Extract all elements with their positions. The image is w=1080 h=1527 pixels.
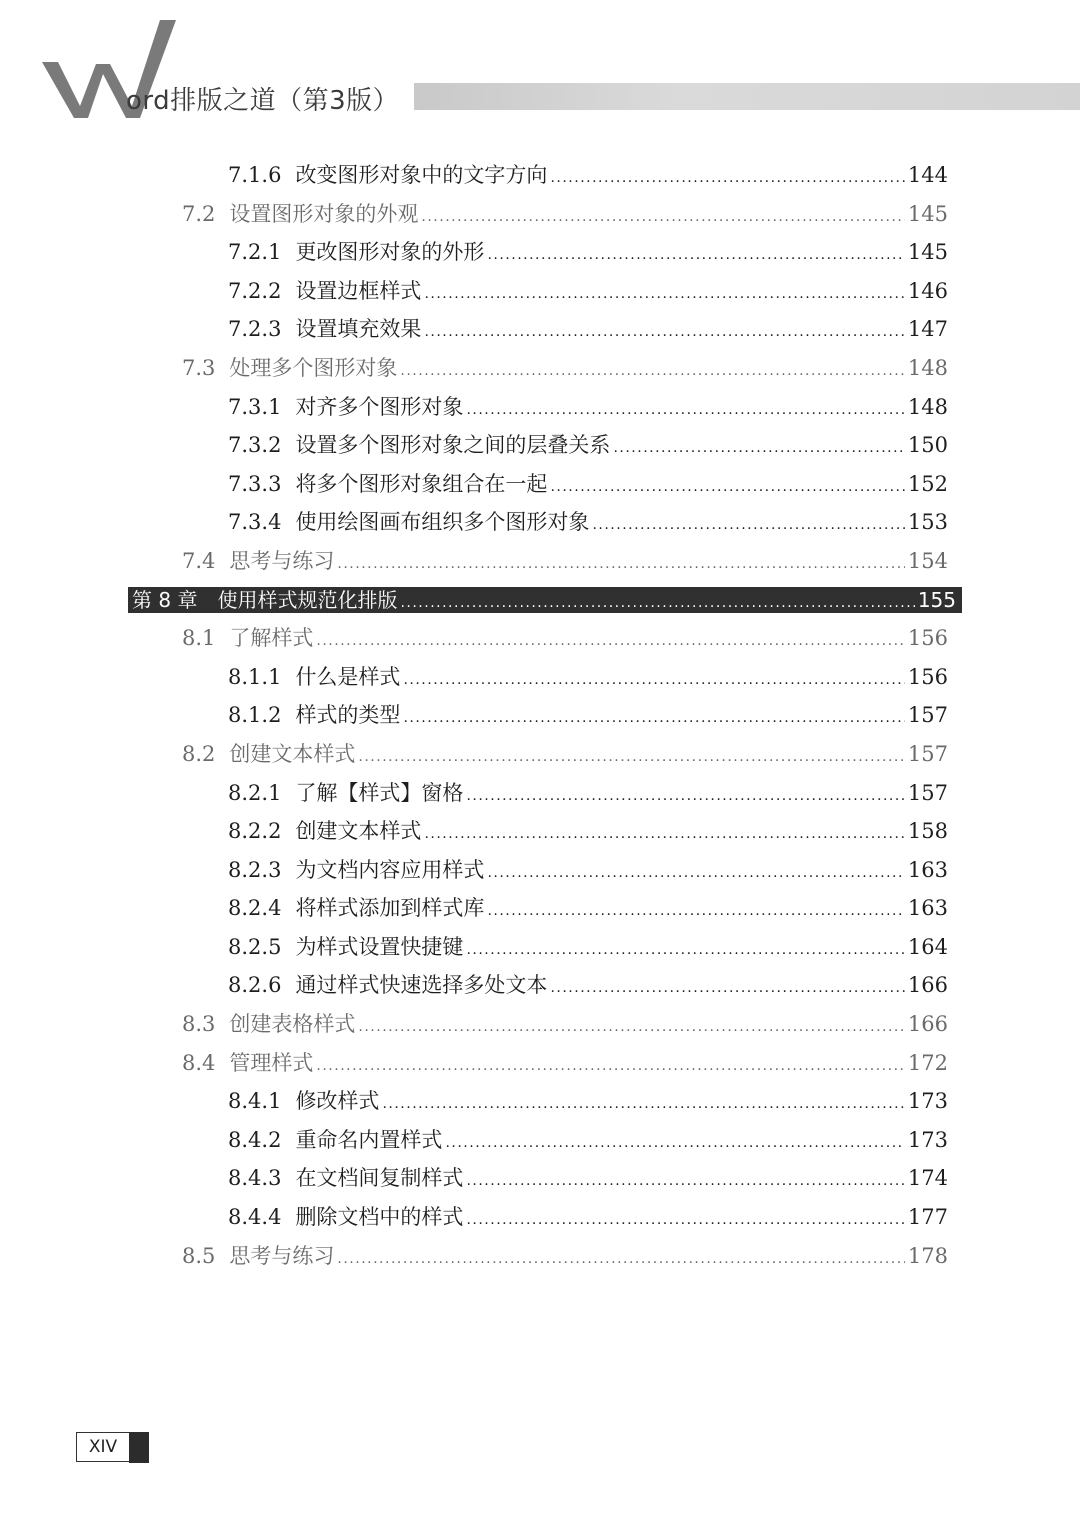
toc-dot-leader xyxy=(466,1162,904,1201)
toc-section-row xyxy=(0,195,1080,234)
toc-section-row xyxy=(0,735,1080,774)
toc-entry-page: 172 xyxy=(907,1050,948,1075)
toc-dot-leader xyxy=(487,892,904,931)
toc-subsection-row xyxy=(0,1082,1080,1121)
toc-entry-number: 7.2.2 xyxy=(228,278,282,303)
page-number-tab xyxy=(129,1432,149,1463)
toc-entry-page: 145 xyxy=(907,240,948,265)
toc-entry-number: 8.4.1 xyxy=(228,1089,282,1114)
toc-entry-page: 177 xyxy=(907,1205,948,1230)
page-number-box xyxy=(76,1432,148,1462)
toc-entry-number: 8.1 xyxy=(182,626,216,651)
toc-dot-leader xyxy=(466,391,904,430)
toc-dot-leader xyxy=(466,1201,904,1240)
header-band xyxy=(414,83,1080,110)
toc-entry-title: 样式的类型 xyxy=(295,703,401,728)
toc-entry-page: 145 xyxy=(907,201,948,226)
toc-entry-title: 在文档间复制样式 xyxy=(295,1166,464,1191)
toc-entry-page: 153 xyxy=(907,510,948,535)
toc-entry-number: 7.2.3 xyxy=(228,317,282,342)
toc-entry-page: 144 xyxy=(907,163,948,187)
toc-entry-number: 7.3.4 xyxy=(228,510,282,535)
toc-entry-page: 156 xyxy=(907,664,948,689)
toc-entry-title: 什么是样式 xyxy=(295,664,401,689)
toc-entry-number: 7.1.6 xyxy=(228,163,282,187)
toc-entry-number: 8.4.3 xyxy=(228,1166,282,1191)
toc-entry-number: 8.2.3 xyxy=(228,857,282,882)
toc-dot-leader xyxy=(613,429,904,468)
toc-entry-page: 173 xyxy=(907,1089,948,1114)
toc-entry-number: 8.5 xyxy=(182,1243,216,1268)
toc-entry-page: 157 xyxy=(907,703,948,728)
toc-entry-page: 152 xyxy=(907,471,948,496)
toc-subsection-row xyxy=(0,272,1080,311)
toc-entry-title: 思考与练习 xyxy=(229,548,335,573)
toc-subsection-row xyxy=(0,310,1080,349)
toc-entry-number: 8.2.6 xyxy=(228,973,282,998)
toc-entry-page: 146 xyxy=(907,278,948,303)
toc-dot-leader xyxy=(316,1047,905,1086)
toc-subsection-row xyxy=(0,1198,1080,1237)
toc-entry-title: 设置图形对象的外观 xyxy=(229,201,419,226)
toc-entry-page: 158 xyxy=(907,819,948,844)
toc-subsection-row xyxy=(0,966,1080,1005)
toc-section-row xyxy=(0,1044,1080,1083)
toc-chapter-row xyxy=(128,587,962,613)
toc-section-row xyxy=(0,619,1080,658)
toc-entry-number: 7.3.3 xyxy=(228,471,282,496)
toc-dot-leader xyxy=(550,468,904,507)
toc-entry-number: 7.3.2 xyxy=(228,433,282,458)
toc-entry-title: 创建表格样式 xyxy=(229,1012,356,1037)
toc-entry-page: 154 xyxy=(907,548,948,573)
toc-entry-title: 改变图形对象中的文字方向 xyxy=(295,163,548,187)
toc-section-row xyxy=(0,542,1080,581)
toc-entry-page: 157 xyxy=(907,741,948,766)
toc-dot-leader xyxy=(445,1124,904,1163)
toc-subsection-row xyxy=(0,658,1080,697)
toc-dot-leader xyxy=(337,1240,905,1279)
toc-entry-page: 164 xyxy=(907,934,948,959)
toc-entry-page: 163 xyxy=(907,857,948,882)
toc-section-row xyxy=(0,349,1080,388)
toc-entry-title: 思考与练习 xyxy=(229,1243,335,1268)
toc-entry-number: 8.2.5 xyxy=(228,934,282,959)
toc-subsection-row xyxy=(0,156,1080,195)
toc-subsection-row xyxy=(0,928,1080,967)
toc-entry-number: 7.4 xyxy=(182,548,216,573)
toc-entry-number: 7.2 xyxy=(182,201,216,226)
toc-subsection-row xyxy=(0,889,1080,928)
toc-dot-leader xyxy=(337,545,905,584)
toc-entry-title: 设置多个图形对象之间的层叠关系 xyxy=(295,433,611,458)
toc-entry-number: 8.2 xyxy=(182,741,216,766)
toc-entry-page: 163 xyxy=(907,896,948,921)
toc-entry-title: 重命名内置样式 xyxy=(295,1127,443,1152)
toc-subsection-row xyxy=(0,503,1080,542)
toc-subsection-row xyxy=(0,388,1080,427)
toc-entry-number: 8.1.2 xyxy=(228,703,282,728)
toc-dot-leader xyxy=(424,275,904,314)
toc-dot-leader xyxy=(487,854,904,893)
toc-entry-title: 创建文本样式 xyxy=(229,741,356,766)
toc-entry-title: 了解【样式】窗格 xyxy=(295,780,464,805)
toc-entry-page: 148 xyxy=(907,394,948,419)
toc-dot-leader xyxy=(403,661,904,700)
toc-dot-leader xyxy=(424,313,904,352)
toc-entry-page: 155 xyxy=(917,587,956,612)
toc-section-row xyxy=(0,1237,1080,1276)
table-of-contents xyxy=(0,156,1080,1275)
toc-subsection-row xyxy=(0,851,1080,890)
toc-dot-leader xyxy=(487,236,904,275)
toc-entry-title: 对齐多个图形对象 xyxy=(295,394,464,419)
toc-entry-title: 管理样式 xyxy=(229,1050,314,1075)
toc-entry-page: 174 xyxy=(907,1166,948,1191)
toc-entry-number: 7.2.1 xyxy=(228,240,282,265)
toc-entry-number: 8.4 xyxy=(182,1050,216,1075)
toc-entry-title: 为样式设置快捷键 xyxy=(295,934,464,959)
toc-entry-title: 通过样式快速选择多处文本 xyxy=(295,973,548,998)
toc-dot-leader xyxy=(400,590,914,616)
toc-subsection-row xyxy=(0,1121,1080,1160)
toc-entry-title: 更改图形对象的外形 xyxy=(295,240,485,265)
toc-entry-number: 8.3 xyxy=(182,1012,216,1037)
toc-subsection-row xyxy=(0,1159,1080,1198)
toc-subsection-row xyxy=(0,774,1080,813)
toc-entry-page: 166 xyxy=(907,973,948,998)
toc-entry-title: 将样式添加到样式库 xyxy=(295,896,485,921)
toc-entry-number: 8.2.1 xyxy=(228,780,282,805)
toc-dot-leader xyxy=(400,352,905,391)
toc-entry-page: 173 xyxy=(907,1127,948,1152)
toc-entry-title: 了解样式 xyxy=(229,626,314,651)
toc-entry-title: 创建文本样式 xyxy=(295,819,422,844)
toc-entry-title: 设置填充效果 xyxy=(295,317,422,342)
toc-dot-leader xyxy=(592,506,904,545)
toc-entry-title: 修改样式 xyxy=(295,1089,380,1114)
toc-entry-title: 使用样式规范化排版 xyxy=(217,587,398,612)
toc-dot-leader xyxy=(403,699,904,738)
page-number: XIV xyxy=(88,1437,118,1457)
toc-dot-leader xyxy=(424,815,904,854)
toc-entry-page: 166 xyxy=(907,1012,948,1037)
toc-entry-number: 8.4.4 xyxy=(228,1205,282,1230)
toc-dot-leader xyxy=(316,622,905,661)
toc-subsection-row xyxy=(0,233,1080,272)
toc-entry-title: 设置边框样式 xyxy=(295,278,422,303)
toc-entry-title: 使用绘图画布组织多个图形对象 xyxy=(295,510,590,535)
book-title: ord排版之道（第3版） xyxy=(126,86,400,116)
toc-entry-page: 147 xyxy=(907,317,948,342)
toc-subsection-row xyxy=(0,426,1080,465)
toc-subsection-row xyxy=(0,812,1080,851)
toc-entry-number: 8.4.2 xyxy=(228,1127,282,1152)
toc-entry-number: 8.2.2 xyxy=(228,819,282,844)
toc-dot-leader xyxy=(358,738,905,777)
toc-dot-leader xyxy=(382,1085,904,1124)
toc-entry-page: 178 xyxy=(907,1243,948,1268)
toc-dot-leader xyxy=(358,1008,905,1047)
toc-entry-number: 8.2.4 xyxy=(228,896,282,921)
toc-subsection-row xyxy=(0,696,1080,735)
toc-entry-title: 将多个图形对象组合在一起 xyxy=(295,471,548,496)
toc-entry-title: 处理多个图形对象 xyxy=(229,355,398,380)
toc-entry-page: 148 xyxy=(907,355,948,380)
toc-entry-number: 8.1.1 xyxy=(228,664,282,689)
toc-entry-number: 第 8 章 xyxy=(132,587,198,612)
toc-entry-page: 156 xyxy=(907,626,948,651)
toc-entry-page: 157 xyxy=(907,780,948,805)
toc-dot-leader xyxy=(466,931,904,970)
toc-entry-number: 7.3 xyxy=(182,355,216,380)
toc-subsection-row xyxy=(0,465,1080,504)
toc-entry-title: 为文档内容应用样式 xyxy=(295,857,485,882)
toc-dot-leader xyxy=(550,159,904,198)
toc-section-row xyxy=(0,1005,1080,1044)
toc-entry-number: 7.3.1 xyxy=(228,394,282,419)
toc-entry-title: 删除文档中的样式 xyxy=(295,1205,464,1230)
page-header xyxy=(0,0,1080,130)
toc-dot-leader xyxy=(550,969,904,1008)
toc-dot-leader xyxy=(466,777,904,816)
toc-dot-leader xyxy=(421,198,905,237)
toc-entry-page: 150 xyxy=(907,433,948,458)
